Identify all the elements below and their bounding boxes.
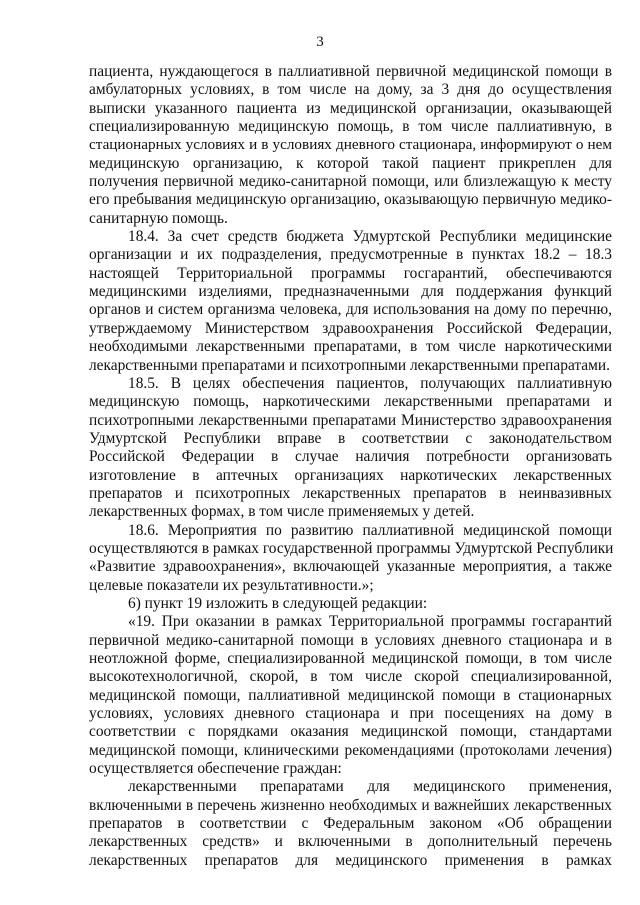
text-line: осуществляются в рамках государственной программы Удмуртской Республики — [89, 539, 614, 557]
text-line: изготовление в аптечных организациях наркотических лекарственных — [89, 466, 612, 484]
text-line: стационарных условиях и в условиях дневного стационара, информируют о нем — [89, 136, 612, 154]
text-line: 18.6. Мероприятия по развитию паллиативной медицинской помощи — [128, 521, 612, 539]
text-line: «19. При оказании в рамках Территориальной программы госгарантий — [128, 613, 612, 631]
text-line: лекарственных препаратов для медицинского применения в рамках — [89, 851, 612, 869]
text-line: медицинскую помощь, наркотическими лекарственными препаратами и — [89, 393, 612, 411]
text-line: утверждаемому Министерством здравоохранения Российской Федерации, — [89, 319, 612, 337]
text-line: высокотехнологичной, скорой, в том числе скорой специализированной, — [89, 668, 612, 686]
text-line: 6) пункт 19 изложить в следующей редакции: — [128, 594, 428, 612]
text-line: специализированную медицинскую помощь, в том числе паллиативную, в — [89, 118, 612, 136]
text-line: пациента, нуждающегося в паллиативной первичной медицинской помощи в — [89, 63, 612, 80]
text-line: настоящей Территориальной программы госгарантий, обеспечиваются — [89, 264, 612, 282]
text-line: целевые показатели их результативности.»; — [89, 576, 374, 594]
text-line: необходимыми лекарственными препаратами, в том числе наркотическими — [89, 338, 612, 356]
text-line: лекарственными препаратами для медицинского применения, — [128, 778, 612, 796]
text-line: первичной медико-санитарной помощи в условиях дневного стационара и в — [89, 631, 612, 649]
text-line: его пребывания медицинскую организацию, оказывающую первичную медико- — [89, 191, 612, 209]
text-line: «Развитие здравоохранения», включающей указанные мероприятия, а также — [89, 558, 612, 576]
text-line: включенными в перечень жизненно необходимых и важнейших лекарственных — [89, 796, 612, 814]
text-line: 18.5. В целях обеспечения пациентов, получающих паллиативную — [128, 374, 612, 392]
text-line: препаратов и психотропных лекарственных препаратов в неинвазивных — [89, 484, 612, 502]
text-line: психотропными лекарственными препаратами Министерство здравоохранения — [89, 411, 612, 429]
text-line: получения первичной медико-санитарной помощи, или близлежащую к месту — [89, 173, 612, 191]
text-line: медицинскую организацию, к которой такой пациент прикреплен для — [89, 154, 612, 172]
text-line: осуществляется обеспечение граждан: — [89, 760, 342, 778]
text-line: Российской Федерации в случае наличия потребности организовать — [89, 448, 612, 466]
text-line: выписки указанного пациента из медицинской организации, оказывающей — [89, 99, 612, 117]
document-text — [89, 63, 612, 870]
text-line: неотложной форме, специализированной медицинской помощи, в том числе — [89, 650, 612, 667]
text-line: препаратов в соответствии с Федеральным законом «Об обращении — [89, 815, 612, 833]
text-line: 18.4. За счет средств бюджета Удмуртской Республики медицинские — [128, 228, 612, 246]
text-line: организации и их подразделения, предусмотренные в пунктах 18.2 – 18.3 — [89, 246, 612, 264]
text-line: санитарную помощь. — [89, 209, 228, 227]
text-line: медицинскими изделиями, предназначенными для поддержания функций — [89, 283, 612, 301]
text-line: медицинской помощи, клиническими рекомендациями (протоколами лечения) — [89, 741, 612, 759]
text-line: лекарственными препаратами и психотропными лекарственными препаратами. — [89, 356, 610, 374]
text-line: условиях, условиях дневного стационара и при посещениях на дому в — [89, 705, 612, 723]
text-line: лекарственных формах, в том числе применяемых у детей. — [89, 503, 475, 521]
text-line: соответствии с порядками оказания медицинской помощи, стандартами — [89, 723, 612, 741]
page-number: 3 — [316, 34, 324, 50]
text-line: органов и систем организма человека, для использования на дому по перечню, — [89, 301, 612, 319]
text-line: медицинской помощи, паллиативной медицинской помощи в стационарных — [89, 686, 612, 704]
text-line: лекарственных средств» и включенными в дополнительный перечень — [89, 833, 612, 851]
text-line: Удмуртской Республики вправе в соответствии с законодательством — [89, 429, 612, 447]
text-line: амбулаторных условиях, в том числе на дому, за 3 дня до осуществления — [89, 81, 612, 99]
